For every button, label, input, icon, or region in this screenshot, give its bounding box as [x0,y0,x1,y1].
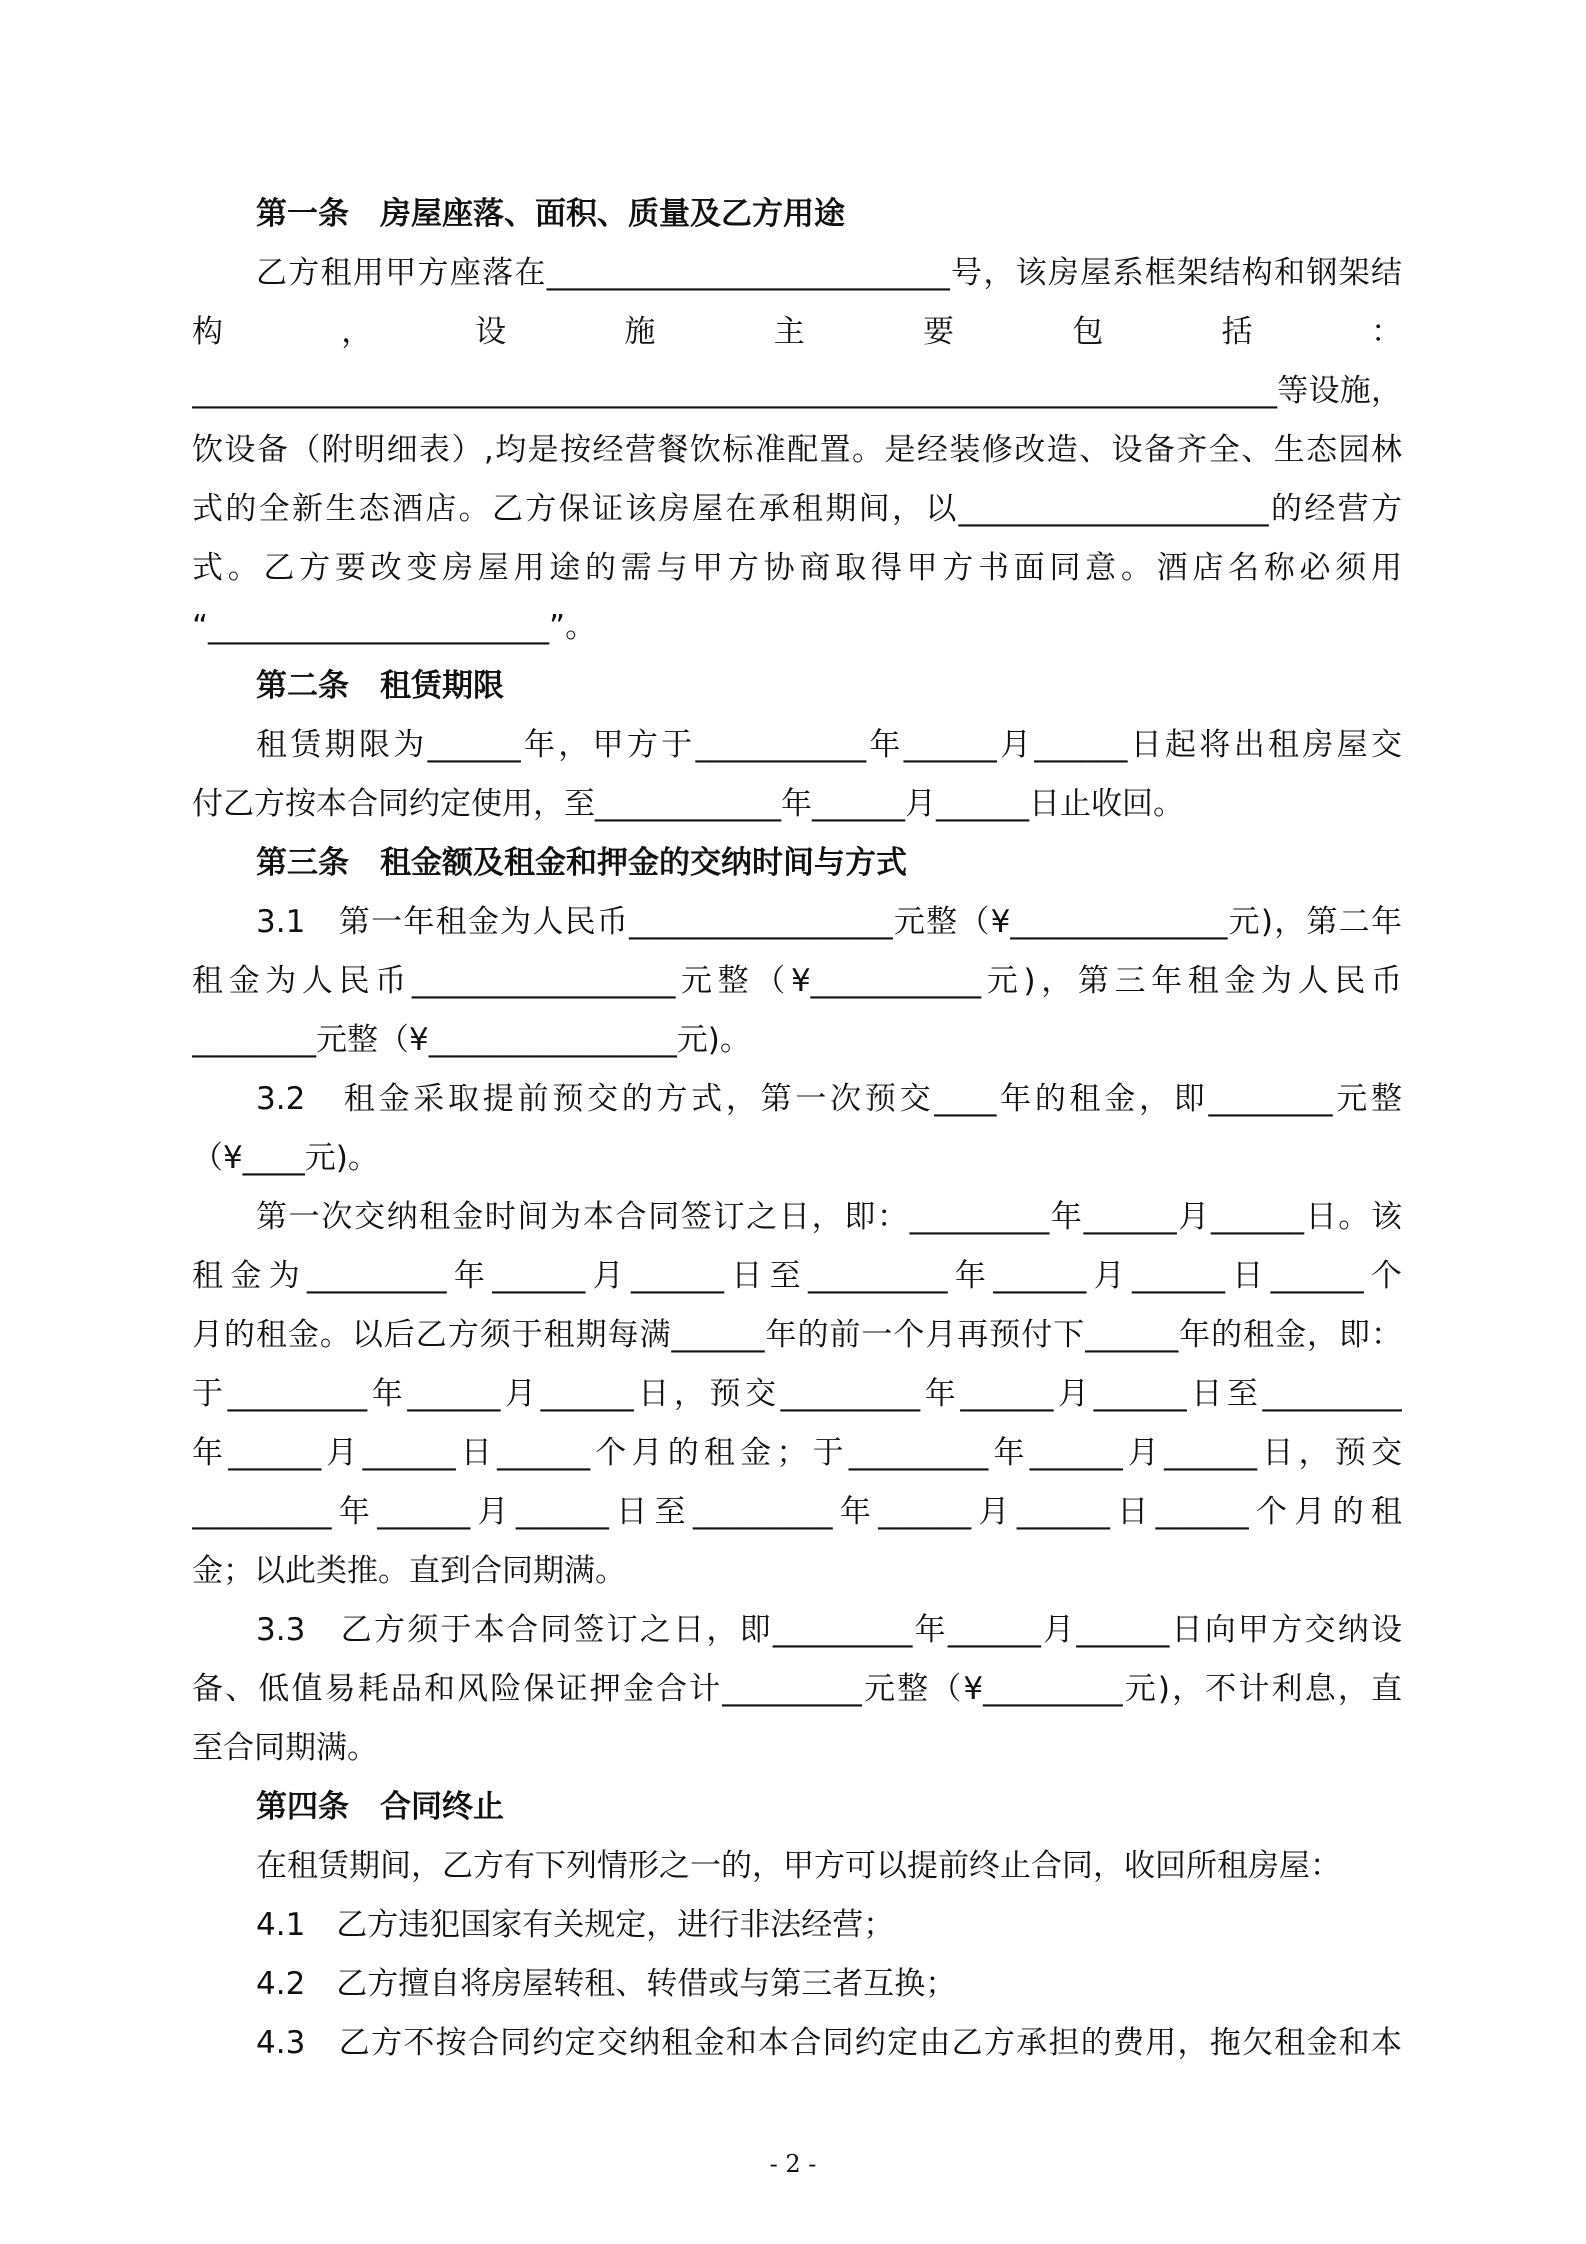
paragraph-line: 乙方租用甲方座落在__________________________号，该房屋系框架结构和钢架结 [256,255,1402,291]
paragraph-line: ________元整（¥________________元)。 [192,1022,751,1058]
article-1-heading: 第一条 房屋座落、面积、质量及乙方用途 [256,196,845,232]
paragraph-line: 第一次交纳租金时间为本合同签订之日，即：_________年______月______日。该 [256,1199,1402,1235]
paragraph-line: 于_________年______月______日，预交_________年______月______日至_________ [192,1376,1402,1412]
paragraph-line: 付乙方按本合同约定使用，至____________年______月______日止收回。 [192,786,1184,822]
article-3-heading: 第三条 租金额及租金和押金的交纳时间与方式 [256,845,907,881]
paragraph-line: 构 ， 设 施 主 要 包 括 ： [192,314,1402,350]
paragraph-line: 至合同期满。 [192,1730,378,1766]
paragraph-line: 备、低值易耗品和风险保证押金合计_________元整（¥_________元)，不计利息，直 [192,1671,1402,1707]
paragraph-line: 月的租金。以后乙方须于租期每满______年的前一个月再预付下______年的租金，即： [192,1317,1402,1353]
clause-4-3: 4.3 乙方不按合同约定交纳租金和本合同约定由乙方承担的费用，拖欠租金和本 [256,2025,1402,2061]
paragraph-line: （¥____元)。 [192,1140,379,1176]
paragraph-line: 式。乙方要改变房屋用途的需与甲方协商取得甲方书面同意。酒店名称必须用 [192,550,1402,586]
page-number: - 2 - [769,2150,817,2178]
article-2-heading: 第二条 租赁期限 [256,668,504,704]
paragraph-line: 租赁期限为______年，甲方于___________年______月______日起将出租房屋交 [256,727,1402,763]
paragraph-line: 租金为人民币_________________元整（¥___________元)，第三年租金为人民币 [192,963,1402,999]
contract-body [192,185,1402,2073]
clause-4-1: 4.1 乙方违犯国家有关规定，进行非法经营； [256,1907,895,1943]
paragraph-line: 在租赁期间，乙方有下列情形之一的，甲方可以提前终止合同，收回所租房屋： [256,1848,1341,1884]
paragraph-line: ______________________________________________________________________等设施， [192,373,1402,409]
clause-3-2: 3.2 租金采取提前预交的方式，第一次预交____年的租金，即________元整 [256,1081,1402,1117]
paragraph-line: _________年______月______日至_________年______月______日______个月的租 [192,1494,1402,1530]
paragraph-line: 金；以此类推。直到合同期满。 [192,1553,626,1589]
paragraph-line: 饮设备（附明细表）,均是按经营餐饮标准配置。是经装修改造、设备齐全、生态园林 [192,432,1402,468]
clause-3-3: 3.3 乙方须于本合同签订之日，即_________年______月______日向甲方交纳设 [256,1612,1402,1648]
clause-4-2: 4.2 乙方擅自将房屋转租、转借或与第三者互换； [256,1966,957,2002]
paragraph-line: “______________________”。 [192,609,597,645]
paragraph-line: 式的全新生态酒店。乙方保证该房屋在承租期间，以____________________的经营方 [192,491,1402,527]
paragraph-line: 年______月______日______个月的租金；于_________年______月______日，预交 [192,1435,1402,1471]
article-4-heading: 第四条 合同终止 [256,1789,504,1825]
clause-3-1: 3.1 第一年租金为人民币_________________元整（¥______________元)，第二年 [256,904,1402,940]
paragraph-line: 租金为_________年______月______日至_________年______月______日______个 [192,1258,1402,1294]
